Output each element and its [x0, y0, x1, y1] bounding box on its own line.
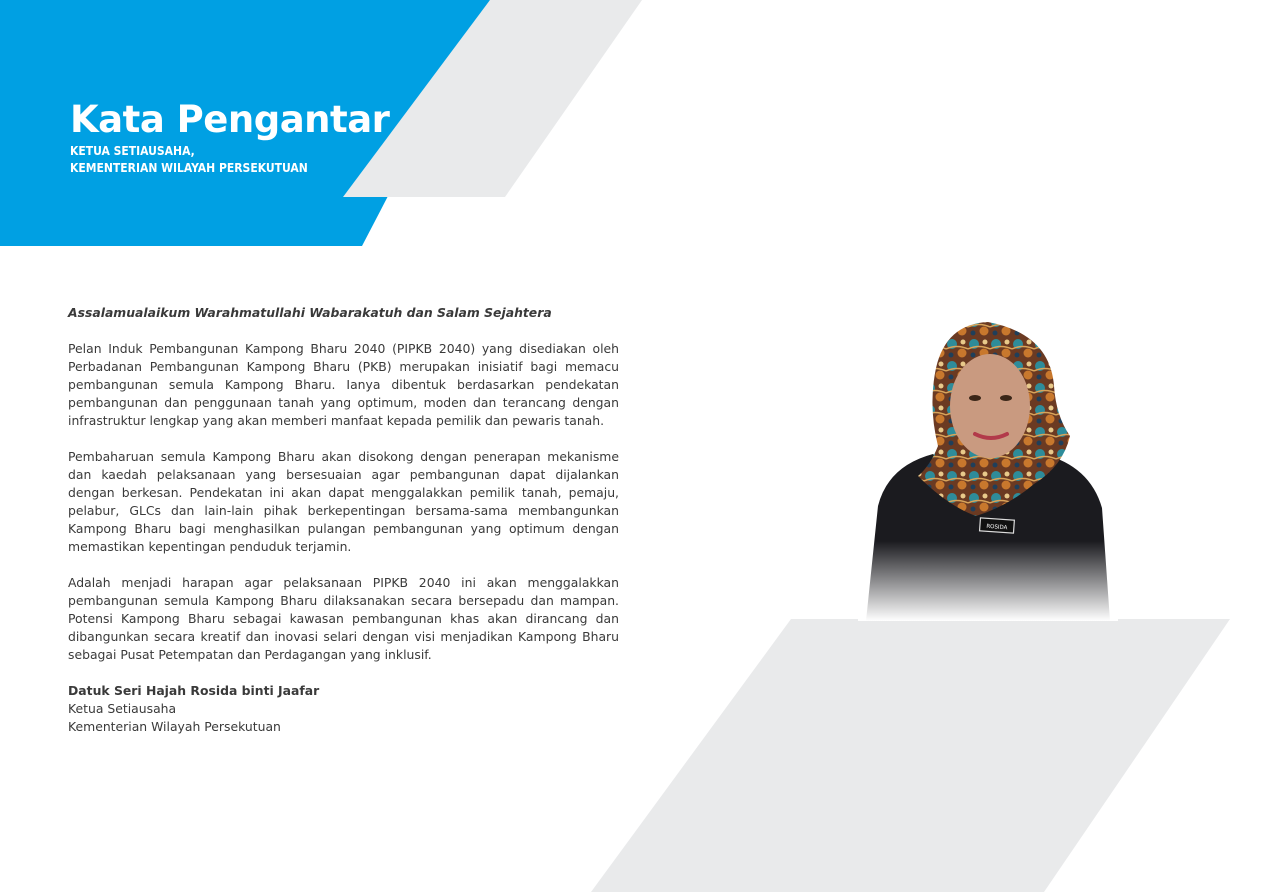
subtitle-line-1: KETUA SETIAUSAHA, [70, 144, 195, 158]
letter-paragraph-3: Adalah menjadi harapan agar pelaksanaan PIPKB 2040 ini akan menggalakkan pembangunan semula Kampong Bharu dilaksanakan secara bersepadu dan mampan. Potensi Kampong Bharu sebagai kawasan pembangunan khas akan dirancang dan dibangunkan secara kreatif dan inovasi selari dengan visi menjadikan Kampong Bharu sebagai Pusat Petempatan dan Perdagangan yang inklusif. [68, 575, 619, 662]
portrait-name-tag-text: ROSIDA [986, 523, 1008, 532]
letter-paragraph-1: Pelan Induk Pembangunan Kampong Bharu 2040 (PIPKB 2040) yang disediakan oleh Perbadanan Pembangunan Kampong Bharu (PKB) merupakan inisiatif bagi memacu pembangunan semula Kampong Bharu. Ianya dibentuk berdasarkan pendekatan pembangunan dan penggunaan tanah yang optimum, moden dan terancang dengan infrastruktur lengkap yang akan memberi manfaat kepada pemilik dan pewaris tanah. [68, 341, 619, 428]
page-subtitle [70, 143, 308, 177]
signatory-ministry: Kementerian Wilayah Persekutuan [68, 719, 281, 734]
footer-grey-parallelogram [591, 619, 1230, 892]
letter-paragraph-2: Pembaharuan semula Kampong Bharu akan disokong dengan penerapan mekanisme dan kaedah pelaksanaan yang bersesuaian agar pembangunan dapat dijalankan dengan berkesan. Pendekatan ini akan dapat menggalakkan pemilik tanah, pemaju, pelabur, GLCs dan lain-lain pihak berkepentingan bersama-sama membangunkan Kampong Bharu bagi menghasilkan pulangan pembangunan yang optimum dengan memastikan kepentingan penduduk terjamin. [68, 449, 619, 554]
letter-signoff [68, 682, 619, 736]
foreword-letter [68, 304, 619, 736]
signatory-position: Ketua Setiausaha [68, 701, 177, 716]
signatory-name: Datuk Seri Hajah Rosida binti Jaafar [68, 683, 320, 698]
portrait-photo [858, 316, 1118, 621]
page-title: Kata Pengantar [70, 98, 390, 141]
portrait-face [950, 354, 1030, 458]
letter-greeting: Assalamualaikum Warahmatullahi Wabarakatuh dan Salam Sejahtera [68, 305, 552, 320]
subtitle-line-2: KEMENTERIAN WILAYAH PERSEKUTUAN [70, 161, 308, 175]
